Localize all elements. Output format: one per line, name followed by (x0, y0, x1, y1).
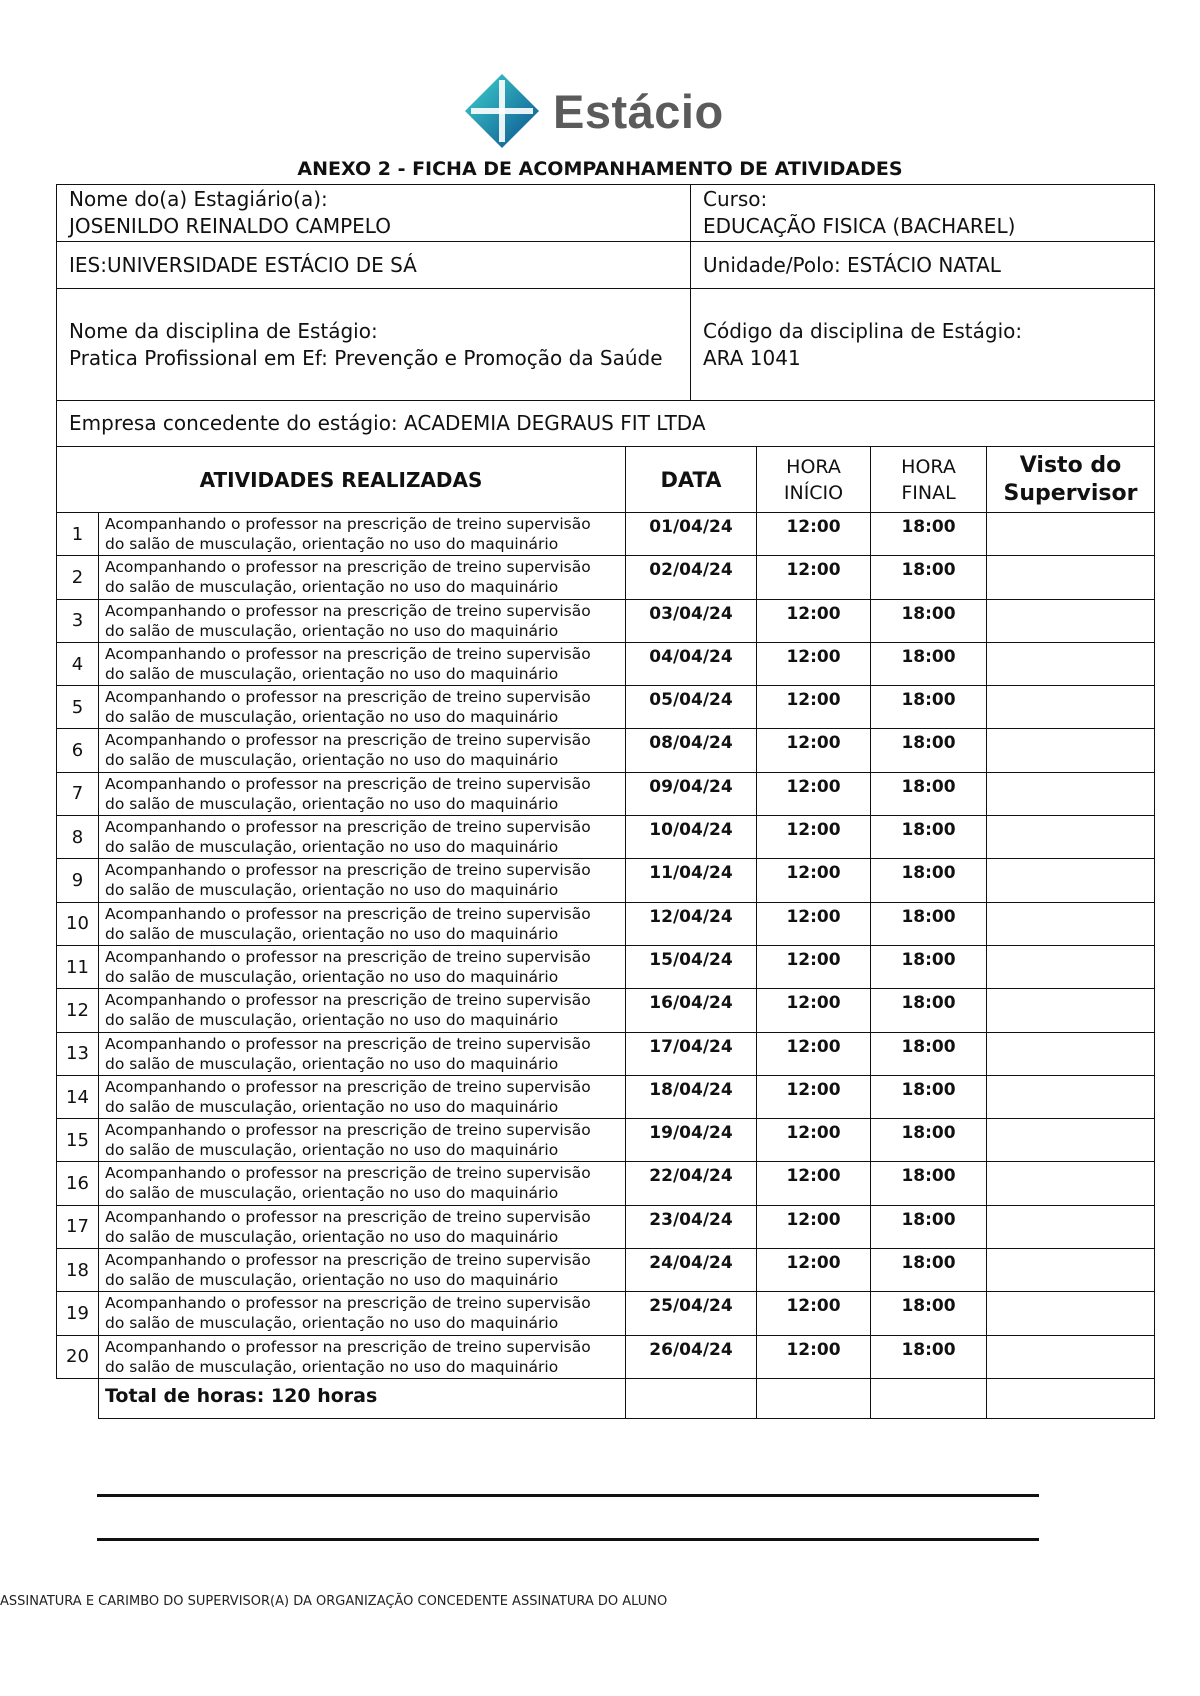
row-description-line1: Acompanhando o professor na prescrição de treino supervisão (105, 1077, 591, 1096)
table-row (57, 1032, 1155, 1075)
row-date: 04/04/24 (626, 642, 757, 685)
row-end-time: 18:00 (871, 816, 987, 859)
row-description-line2: do salão de musculação, orientação no uso do maquinário (105, 535, 559, 553)
row-date: 01/04/24 (626, 513, 757, 556)
row-supervisor-signature[interactable] (987, 513, 1155, 556)
row-number: 17 (57, 1205, 99, 1248)
row-number: 18 (57, 1249, 99, 1292)
row-supervisor-signature[interactable] (987, 859, 1155, 902)
header-visto (987, 447, 1155, 513)
row-start-time: 12:00 (757, 1249, 871, 1292)
row-number: 1 (57, 513, 99, 556)
row-number: 15 (57, 1119, 99, 1162)
row-supervisor-signature[interactable] (987, 1075, 1155, 1118)
row-number: 13 (57, 1032, 99, 1075)
row-description-line1: Acompanhando o professor na prescrição de treino supervisão (105, 1251, 591, 1270)
row-end-time: 18:00 (871, 642, 987, 685)
row-end-time: 18:00 (871, 513, 987, 556)
estagiario-value: JOSENILDO REINALDO CAMPELO (69, 214, 391, 238)
row-supervisor-signature[interactable] (987, 945, 1155, 988)
row-description-line2: do salão de musculação, orientação no uso do maquinário (105, 924, 559, 943)
row-description (99, 1032, 626, 1075)
estagiario-label: Nome do(a) Estagiário(a): (69, 187, 328, 211)
table-row (57, 1292, 1155, 1335)
table-row (57, 1075, 1155, 1118)
row-supervisor-signature[interactable] (987, 1205, 1155, 1248)
row-description-line2: do salão de musculação, orientação no uso do maquinário (105, 1184, 559, 1203)
curso-label: Curso: (703, 187, 768, 211)
row-date: 22/04/24 (626, 1162, 757, 1205)
row-date: 16/04/24 (626, 989, 757, 1032)
row-start-time: 12:00 (757, 1205, 871, 1248)
row-start-time: 12:00 (757, 772, 871, 815)
row-supervisor-signature[interactable] (987, 772, 1155, 815)
total-spacer (57, 1378, 99, 1418)
row-date: 15/04/24 (626, 945, 757, 988)
row-end-time: 18:00 (871, 686, 987, 729)
row-description (99, 1335, 626, 1378)
header-row (57, 447, 1155, 513)
unidade-cell: Unidade/Polo: ESTÁCIO NATAL (691, 242, 1155, 289)
row-description-line2: do salão de musculação, orientação no uso do maquinário (105, 1054, 559, 1073)
table-row (57, 1119, 1155, 1162)
row-number: 11 (57, 945, 99, 988)
row-date: 08/04/24 (626, 729, 757, 772)
row-description-line1: Acompanhando o professor na prescrição de treino supervisão (105, 515, 591, 533)
estagiario-cell (57, 185, 691, 242)
row-description (99, 1162, 626, 1205)
row-description-line2: do salão de musculação, orientação no uso do maquinário (105, 664, 559, 683)
row-supervisor-signature[interactable] (987, 989, 1155, 1032)
table-row (57, 642, 1155, 685)
row-description-line2: do salão de musculação, orientação no uso do maquinário (105, 967, 559, 986)
row-description-line2: do salão de musculação, orientação no uso do maquinário (105, 1314, 559, 1333)
logo-brand-text: Estácio (553, 84, 724, 138)
row-number: 10 (57, 902, 99, 945)
row-description-line2: do salão de musculação, orientação no uso do maquinário (105, 578, 559, 597)
row-end-time: 18:00 (871, 556, 987, 599)
row-description-line1: Acompanhando o professor na prescrição de treino supervisão (105, 1294, 591, 1313)
row-description (99, 729, 626, 772)
table-row (57, 513, 1155, 556)
signature-caption: ASSINATURA E CARIMBO DO SUPERVISOR(A) DA ORGANIZAÇÃO CONCEDENTE ASSINATURA DO ALUNO (0, 1594, 668, 1609)
header-hora-final-line1: HORA (901, 455, 956, 478)
row-date: 24/04/24 (626, 1249, 757, 1292)
disciplina-value: Pratica Profissional em Ef: Prevenção e Promoção da Saúde (69, 345, 663, 370)
total-start-cell (757, 1378, 871, 1418)
row-supervisor-signature[interactable] (987, 1249, 1155, 1292)
estacio-logo (463, 70, 724, 152)
diamond-logo-icon (463, 72, 541, 150)
curso-cell (691, 185, 1155, 242)
row-description-line1: Acompanhando o professor na prescrição de treino supervisão (105, 1207, 591, 1226)
row-start-time: 12:00 (757, 642, 871, 685)
total-date-cell (626, 1378, 757, 1418)
row-supervisor-signature[interactable] (987, 1032, 1155, 1075)
info-table (56, 184, 1155, 447)
row-description-line2: do salão de musculação, orientação no uso do maquinário (105, 708, 559, 727)
row-description (99, 772, 626, 815)
row-description (99, 859, 626, 902)
row-description-line2: do salão de musculação, orientação no uso do maquinário (105, 1227, 559, 1246)
row-number: 2 (57, 556, 99, 599)
row-description (99, 642, 626, 685)
activities-table (56, 446, 1155, 1419)
table-row (57, 945, 1155, 988)
row-number: 19 (57, 1292, 99, 1335)
row-supervisor-signature[interactable] (987, 816, 1155, 859)
row-date: 02/04/24 (626, 556, 757, 599)
row-supervisor-signature[interactable] (987, 599, 1155, 642)
info-row (57, 401, 1155, 447)
table-row (57, 859, 1155, 902)
disciplina-label: Nome da disciplina de Estágio: (69, 318, 378, 343)
ies-cell: IES:UNIVERSIDADE ESTÁCIO DE SÁ (57, 242, 691, 289)
row-description (99, 1292, 626, 1335)
row-end-time: 18:00 (871, 599, 987, 642)
row-start-time: 12:00 (757, 1119, 871, 1162)
row-description (99, 945, 626, 988)
row-supervisor-signature[interactable] (987, 1292, 1155, 1335)
row-description-line1: Acompanhando o professor na prescrição de treino supervisão (105, 1034, 591, 1053)
row-description-line1: Acompanhando o professor na prescrição de treino supervisão (105, 1164, 591, 1183)
row-number: 3 (57, 599, 99, 642)
table-row (57, 599, 1155, 642)
row-start-time: 12:00 (757, 1075, 871, 1118)
codigo-cell (691, 289, 1155, 401)
row-end-time: 18:00 (871, 1032, 987, 1075)
row-description-line2: do salão de musculação, orientação no uso do maquinário (105, 751, 559, 770)
empresa-cell: Empresa concedente do estágio: ACADEMIA DEGRAUS FIT LTDA (57, 401, 1155, 447)
header-visto-line2: Supervisor (1003, 480, 1138, 506)
row-start-time: 12:00 (757, 729, 871, 772)
row-description-line1: Acompanhando o professor na prescrição de treino supervisão (105, 904, 591, 923)
table-row (57, 1162, 1155, 1205)
row-description-line2: do salão de musculação, orientação no uso do maquinário (105, 794, 559, 813)
row-description-line1: Acompanhando o professor na prescrição de treino supervisão (105, 644, 591, 663)
row-date: 09/04/24 (626, 772, 757, 815)
row-description-line1: Acompanhando o professor na prescrição de treino supervisão (105, 947, 591, 966)
total-row (57, 1378, 1155, 1418)
row-description-line1: Acompanhando o professor na prescrição de treino supervisão (105, 818, 591, 837)
table-row (57, 1249, 1155, 1292)
header-hora-inicio-line1: HORA (786, 455, 841, 478)
row-start-time: 12:00 (757, 1032, 871, 1075)
row-number: 6 (57, 729, 99, 772)
row-start-time: 12:00 (757, 816, 871, 859)
row-end-time: 18:00 (871, 772, 987, 815)
row-date: 17/04/24 (626, 1032, 757, 1075)
row-date: 10/04/24 (626, 816, 757, 859)
header-hora-inicio (757, 447, 871, 513)
row-supervisor-signature[interactable] (987, 1162, 1155, 1205)
row-description-line1: Acompanhando o professor na prescrição de treino supervisão (105, 991, 591, 1010)
row-number: 8 (57, 816, 99, 859)
row-number: 20 (57, 1335, 99, 1378)
row-description-line1: Acompanhando o professor na prescrição de treino supervisão (105, 688, 591, 707)
row-description-line1: Acompanhando o professor na prescrição de treino supervisão (105, 1337, 591, 1356)
row-start-time: 12:00 (757, 1162, 871, 1205)
table-row (57, 989, 1155, 1032)
row-end-time: 18:00 (871, 1162, 987, 1205)
row-description-line1: Acompanhando o professor na prescrição de treino supervisão (105, 601, 591, 620)
row-description-line2: do salão de musculação, orientação no uso do maquinário (105, 1141, 559, 1160)
row-end-time: 18:00 (871, 989, 987, 1032)
row-description (99, 902, 626, 945)
row-description (99, 513, 626, 556)
supervisor-signature-line[interactable] (97, 1494, 1039, 1497)
row-supervisor-signature[interactable] (987, 642, 1155, 685)
header-visto-line1: Visto do (1019, 452, 1122, 478)
row-end-time: 18:00 (871, 1205, 987, 1248)
row-description (99, 1205, 626, 1248)
row-description-line1: Acompanhando o professor na prescrição de treino supervisão (105, 1121, 591, 1140)
row-date: 03/04/24 (626, 599, 757, 642)
table-row (57, 772, 1155, 815)
row-supervisor-signature[interactable] (987, 1119, 1155, 1162)
row-description (99, 1249, 626, 1292)
row-start-time: 12:00 (757, 1292, 871, 1335)
row-start-time: 12:00 (757, 945, 871, 988)
row-supervisor-signature[interactable] (987, 902, 1155, 945)
row-description (99, 989, 626, 1032)
row-description-line1: Acompanhando o professor na prescrição de treino supervisão (105, 861, 591, 880)
row-description (99, 686, 626, 729)
row-start-time: 12:00 (757, 686, 871, 729)
row-description-line1: Acompanhando o professor na prescrição de treino supervisão (105, 558, 591, 577)
row-date: 11/04/24 (626, 859, 757, 902)
student-signature-line[interactable] (97, 1538, 1039, 1541)
row-date: 12/04/24 (626, 902, 757, 945)
row-start-time: 12:00 (757, 902, 871, 945)
header-data: DATA (626, 447, 757, 513)
info-row (57, 242, 1155, 289)
row-description-line1: Acompanhando o professor na prescrição de treino supervisão (105, 774, 591, 793)
row-start-time: 12:00 (757, 556, 871, 599)
row-date: 23/04/24 (626, 1205, 757, 1248)
table-row (57, 729, 1155, 772)
total-end-cell (871, 1378, 987, 1418)
page-title: ANEXO 2 - FICHA DE ACOMPANHAMENTO DE ATIVIDADES (297, 158, 903, 180)
row-description-line2: do salão de musculação, orientação no uso do maquinário (105, 838, 559, 857)
table-row (57, 1205, 1155, 1248)
table-row (57, 816, 1155, 859)
row-supervisor-signature[interactable] (987, 1335, 1155, 1378)
header-hora-inicio-line2: INÍCIO (783, 481, 844, 504)
row-number: 14 (57, 1075, 99, 1118)
row-number: 5 (57, 686, 99, 729)
row-number: 12 (57, 989, 99, 1032)
row-start-time: 12:00 (757, 599, 871, 642)
row-end-time: 18:00 (871, 1335, 987, 1378)
row-number: 7 (57, 772, 99, 815)
row-end-time: 18:00 (871, 1249, 987, 1292)
row-description-line2: do salão de musculação, orientação no uso do maquinário (105, 1271, 559, 1290)
row-number: 9 (57, 859, 99, 902)
row-description (99, 599, 626, 642)
table-row (57, 1335, 1155, 1378)
row-date: 26/04/24 (626, 1335, 757, 1378)
header-atividades: ATIVIDADES REALIZADAS (57, 447, 626, 513)
row-start-time: 12:00 (757, 1335, 871, 1378)
activities-body (57, 513, 1155, 1419)
table-row (57, 686, 1155, 729)
row-end-time: 18:00 (871, 729, 987, 772)
codigo-label: Código da disciplina de Estágio: (703, 318, 1023, 343)
row-supervisor-signature[interactable] (987, 686, 1155, 729)
row-description (99, 1075, 626, 1118)
row-description-line1: Acompanhando o professor na prescrição de treino supervisão (105, 731, 591, 750)
row-start-time: 12:00 (757, 989, 871, 1032)
row-number: 4 (57, 642, 99, 685)
row-date: 05/04/24 (626, 686, 757, 729)
row-date: 25/04/24 (626, 1292, 757, 1335)
row-start-time: 12:00 (757, 513, 871, 556)
codigo-value: ARA 1041 (703, 345, 801, 370)
row-end-time: 18:00 (871, 902, 987, 945)
row-description-line2: do salão de musculação, orientação no uso do maquinário (105, 621, 559, 640)
row-supervisor-signature[interactable] (987, 556, 1155, 599)
header-hora-final (871, 447, 987, 513)
header-hora-final-line2: FINAL (901, 481, 956, 504)
row-date: 19/04/24 (626, 1119, 757, 1162)
row-end-time: 18:00 (871, 945, 987, 988)
total-hours: Total de horas: 120 horas (99, 1378, 626, 1418)
row-end-time: 18:00 (871, 1292, 987, 1335)
info-row (57, 185, 1155, 242)
row-end-time: 18:00 (871, 859, 987, 902)
row-description-line2: do salão de musculação, orientação no uso do maquinário (105, 1097, 559, 1116)
row-end-time: 18:00 (871, 1119, 987, 1162)
row-number: 16 (57, 1162, 99, 1205)
row-description-line2: do salão de musculação, orientação no uso do maquinário (105, 1357, 559, 1376)
total-visto-cell (987, 1378, 1155, 1418)
disciplina-cell (57, 289, 691, 401)
row-description (99, 556, 626, 599)
table-row (57, 556, 1155, 599)
row-end-time: 18:00 (871, 1075, 987, 1118)
row-date: 18/04/24 (626, 1075, 757, 1118)
row-description-line2: do salão de musculação, orientação no uso do maquinário (105, 1011, 559, 1030)
row-supervisor-signature[interactable] (987, 729, 1155, 772)
row-description (99, 816, 626, 859)
row-description (99, 1119, 626, 1162)
info-row (57, 289, 1155, 401)
row-description-line2: do salão de musculação, orientação no uso do maquinário (105, 881, 559, 900)
curso-value: EDUCAÇÃO FISICA (BACHAREL) (703, 214, 1016, 238)
table-row (57, 902, 1155, 945)
row-start-time: 12:00 (757, 859, 871, 902)
